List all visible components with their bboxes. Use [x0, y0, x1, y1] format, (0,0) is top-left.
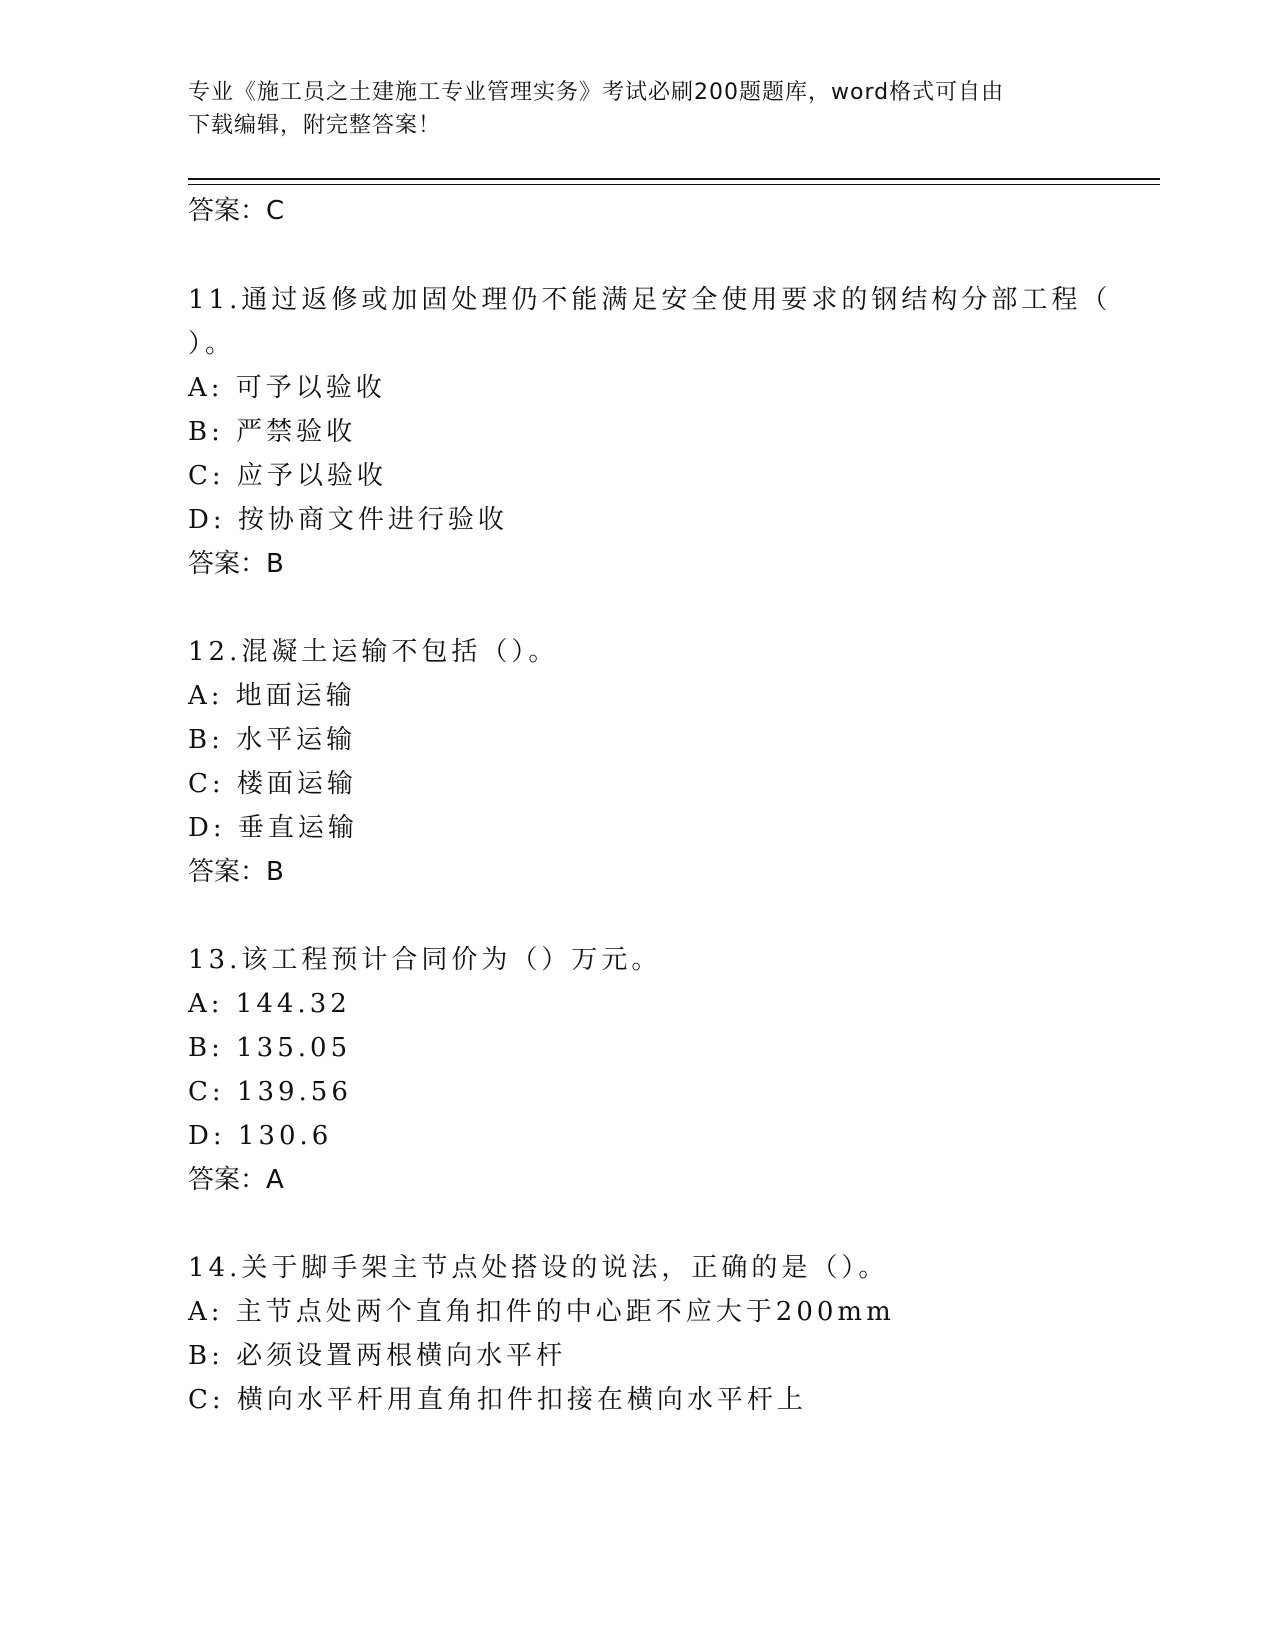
question-12-option-d: D: 垂直运输: [188, 813, 358, 843]
header-line-1: 专业《施工员之土建施工专业管理实务》考试必刷200题题库，word格式可自由: [188, 80, 1005, 105]
question-11-stem: 11.通过返修或加固处理仍不能满足安全使用要求的钢结构分部工程（: [188, 285, 1112, 315]
question-12-answer: 答案：B: [188, 857, 284, 887]
question-11-option-c: C: 应予以验收: [188, 461, 387, 491]
header-line-2: 下载编辑，附完整答案！: [188, 113, 442, 138]
question-14-option-b: B: 必须设置两根横向水平杆: [188, 1341, 567, 1371]
question-14-option-a: A: 主节点处两个直角扣件的中心距不应大于200mm: [188, 1297, 895, 1327]
header-rule-thin: [188, 184, 1160, 185]
question-11-answer: 答案：B: [188, 549, 284, 579]
question-12-stem: 12.混凝土运输不包括（）。: [188, 637, 559, 667]
question-11-stem-cont: ）。: [188, 329, 236, 359]
question-12-option-b: B: 水平运输: [188, 725, 357, 755]
question-14-stem: 14.关于脚手架主节点处搭设的说法，正确的是（）。: [188, 1253, 889, 1283]
question-13-option-b: B: 135.05: [188, 1033, 352, 1063]
question-11-option-d: D: 按协商文件进行验收: [188, 505, 508, 535]
question-13-stem: 13.该工程预计合同价为（）万元。: [188, 945, 662, 975]
question-12-option-a: A: 地面运输: [188, 681, 356, 711]
answer-previous: 答案：C: [188, 196, 285, 226]
question-14-option-c: C: 横向水平杆用直角扣件扣接在横向水平杆上: [188, 1385, 807, 1415]
question-13-option-d: D: 130.6: [188, 1121, 333, 1151]
question-12-option-c: C: 楼面运输: [188, 769, 357, 799]
question-11-option-a: A: 可予以验收: [188, 373, 386, 403]
question-13-answer: 答案：A: [188, 1165, 284, 1195]
question-13-option-c: C: 139.56: [188, 1077, 352, 1107]
question-13-option-a: A: 144.32: [188, 989, 351, 1019]
header-rule-thick: [188, 178, 1160, 180]
document-header: [188, 76, 1068, 142]
question-11-option-b: B: 严禁验收: [188, 417, 357, 447]
